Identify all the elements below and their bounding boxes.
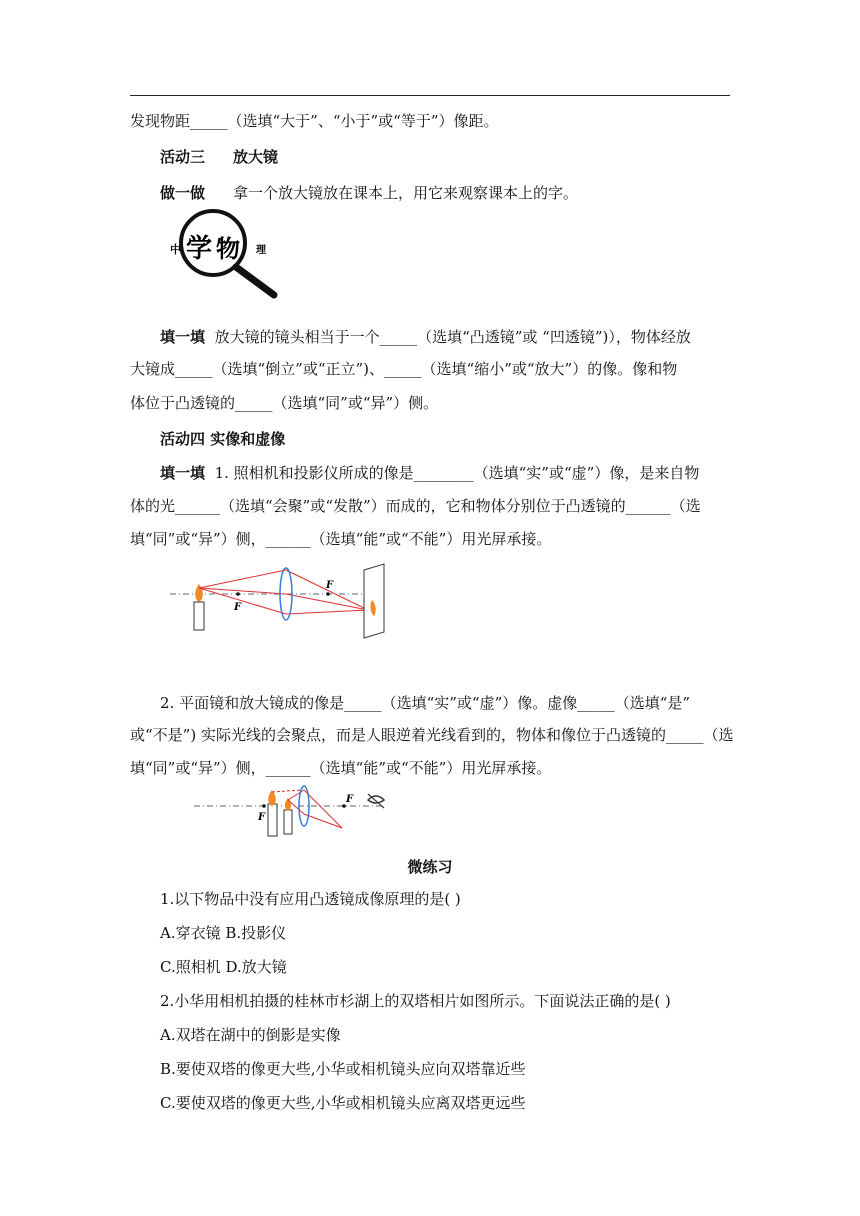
- question-2-option-c: C.要使双塔的像更大些,小华或相机镜头应离双塔更远些: [160, 1094, 526, 1112]
- question-2-option-b: B.要使双塔的像更大些,小华或相机镜头应向双塔靠近些: [160, 1060, 526, 1078]
- focal-label-right: F: [346, 794, 354, 805]
- para-2-line-c: 填“同”或“异”）侧，______（选填“能”或“不能”）用光屏承接。: [130, 759, 552, 777]
- question-1-options-cd: C.照相机 D.放大镜: [160, 958, 287, 976]
- fill-2-line-a: 填一填 1. 照相机和投影仪所成的像是________（选填“实”或“虚”）像，是来自物: [160, 464, 700, 482]
- text-line: 发现物距_____（选填“大于”、“小于”或“等于”）像距。: [130, 112, 499, 130]
- fill-1-line-c: 体位于凸透镜的_____（选填“同”或“异”）侧。: [130, 394, 439, 412]
- magnifier-char-3: 物: [216, 235, 240, 263]
- eye-icon: [368, 796, 384, 803]
- question-1: 1.以下物品中没有应用凸透镜成像原理的是( ): [160, 890, 461, 908]
- activity-4-heading: 活动四 实像和虚像: [160, 430, 286, 448]
- focal-label-right: F: [326, 580, 334, 591]
- question-2-option-a: A.双塔在湖中的倒影是实像: [160, 1026, 341, 1044]
- exercise-title: 微练习: [407, 858, 453, 876]
- fill-2-line-b: 体的光______（选填“会聚”或“发散”）而成的，它和物体分别位于凸透镜的______（选: [130, 497, 701, 515]
- focal-label-left: F: [258, 812, 266, 823]
- fill-1-line-a: 填一填 放大镜的镜头相当于一个_____（选填“凸透镜”或 “凹透镜”)），物体经放: [160, 328, 691, 346]
- para-2-line-a: 2. 平面镜和放大镜成的像是_____（选填“实”或“虚”）像。虚像_____（选填“是”: [160, 694, 691, 712]
- virtual-image-diagram: [192, 784, 392, 840]
- para-2-line-b: 或“不是”) 实际光线的会聚点，而是人眼逆着光线看到的，物体和像位于凸透镜的_____（选: [130, 726, 734, 744]
- magnifier-char-4: 理: [256, 245, 266, 256]
- magnifier-figure: [168, 205, 288, 300]
- question-2: 2.小华用相机拍摄的桂林市杉湖上的双塔相片如图所示。下面说法正确的是( ): [160, 992, 671, 1010]
- focal-label-left: F: [234, 602, 242, 613]
- question-1-options-ab: A.穿衣镜 B.投影仪: [160, 924, 287, 942]
- header-rule: [130, 95, 730, 96]
- fill-1-line-b: 大镜成_____（选填“倒立”或“正立”)、_____（选填“缩小”或“放大”）的像。像和物: [130, 360, 678, 378]
- magnifier-char-1: 中: [170, 243, 181, 256]
- magnifier-char-2: 学: [186, 234, 213, 264]
- do-it-line: 做一做 拿一个放大镜放在课本上，用它来观察课本上的字。: [160, 184, 579, 202]
- real-image-diagram: [168, 562, 398, 640]
- fill-2-line-c: 填“同”或“异”）侧，______（选填“能”或“不能”）用光屏承接。: [130, 530, 552, 548]
- activity-3-heading: 活动三 放大镜: [160, 148, 279, 166]
